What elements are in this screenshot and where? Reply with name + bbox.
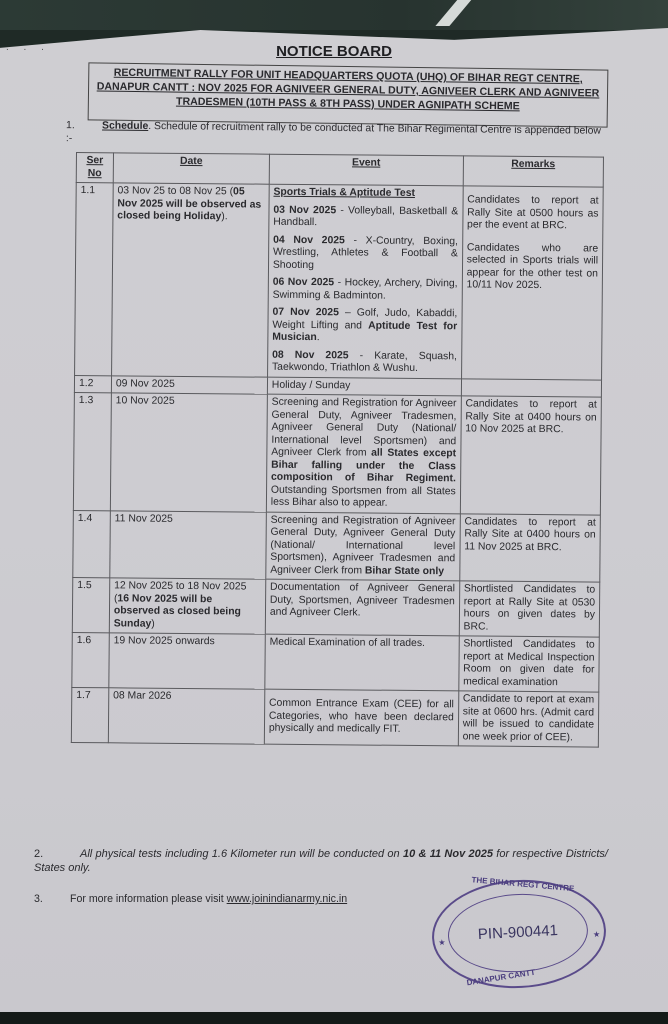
cell-ser: 1.1 xyxy=(75,183,114,376)
cell-remarks: Candidates to report at Rally Site at 0400 hours on 10 Nov 2025 at BRC. xyxy=(460,396,601,515)
event-date: 08 Nov 2025 xyxy=(272,349,349,361)
table-row xyxy=(72,632,599,692)
paragraph-number: 1. xyxy=(66,120,75,132)
cell-event xyxy=(266,394,461,513)
cell-date: 11 Nov 2025 xyxy=(110,510,267,579)
stamp-pin-code: PIN-900441 xyxy=(477,921,559,944)
event-bold-text: Aptitude Test for Musician xyxy=(272,320,458,344)
cell-event: Holiday / Sunday xyxy=(267,377,461,396)
cell-event xyxy=(267,184,463,378)
cell-ser: 1.5 xyxy=(72,577,109,632)
schedule-table xyxy=(71,152,604,748)
website-link[interactable]: www.joinindianarmy.nic.in xyxy=(226,893,348,905)
event-item xyxy=(272,307,457,346)
cell-event: Documentation of Agniveer General Duty, Sportsmen, Agniveer Tradesmen and Agniveer Clerk. xyxy=(265,579,459,636)
stamp-top-text: THE BIHAR REGT CENTRE xyxy=(471,875,575,894)
date-tail: ). xyxy=(221,211,228,223)
stamp-inner-ring xyxy=(446,890,590,975)
remark-text: Candidates to report at Rally Site at 0500 hours as per the event at BRC. xyxy=(467,194,599,232)
cell-ser: 1.2 xyxy=(74,375,111,393)
event-text: - Volleyball, Basketball & Handball. xyxy=(273,204,459,229)
table-row xyxy=(73,392,601,514)
paragraph-tail: for respective Districts/ States only. xyxy=(34,848,608,874)
event-tail: . xyxy=(316,332,320,344)
table-header-row xyxy=(76,153,603,188)
event-text: - Karate, Squash, Taekwondo, Triathlon & Wushu. xyxy=(271,349,457,374)
date-bold-text: 05 Nov 2025 will be observed as closed being Holiday xyxy=(117,186,262,223)
background-top xyxy=(0,0,668,30)
paragraph-number: 2. xyxy=(34,848,44,860)
event-bold-text: Bihar State only xyxy=(364,565,445,577)
cell-ser: 1.6 xyxy=(72,632,109,687)
schedule-label: Schedule xyxy=(102,120,149,133)
event-text: – Golf, Judo, Kabaddi, Weight Lifting and xyxy=(272,307,458,332)
star-icon: ★ xyxy=(438,937,446,948)
date-text: 03 Nov 25 to 08 Nov 25 ( xyxy=(117,185,234,198)
event-date: 06 Nov 2025 xyxy=(272,276,335,289)
paper-specks: . . . xyxy=(6,42,50,53)
background-bottom xyxy=(0,1012,668,1024)
header-date: Date xyxy=(113,153,269,184)
star-icon: ★ xyxy=(592,929,601,940)
cell-event: Medical Examination of all trades. xyxy=(265,634,459,691)
event-date: 03 Nov 2025 xyxy=(273,204,337,216)
cell-date xyxy=(111,183,269,377)
event-text: Screening and Registration for Agniveer General Duty, Agniveer Tradesmen, Agniveer General Duty (National/ International level Sportsmen) and Agniveer Clerk from xyxy=(271,396,457,459)
table-row xyxy=(75,183,604,380)
table-row xyxy=(71,687,598,747)
cell-remarks xyxy=(461,186,603,380)
cell-date: 10 Nov 2025 xyxy=(110,393,267,512)
cell-ser: 1.3 xyxy=(73,392,111,510)
cell-event xyxy=(266,512,460,581)
schedule-text: . Schedule of recruitment rally to be conducted at The Bihar Regimental Centre is appended below :- xyxy=(65,121,601,145)
event-item xyxy=(273,277,458,304)
paragraph-number: 3. xyxy=(34,893,43,905)
paragraph-text: All physical tests including 1.6 Kilometer run will be conducted on xyxy=(80,848,403,860)
cell-date xyxy=(109,578,265,634)
date-text: 12 Nov 2025 to 18 Nov 2025 ( xyxy=(113,580,247,604)
event-text: - X-Country, Boxing, Wrestling, Athletes & Football & Shooting xyxy=(272,234,458,271)
notice-heading: RECRUITMENT RALLY FOR UNIT HEADQUARTERS QUOTA (UHQ) OF BIHAR REGT CENTRE, DANAPUR CANTT : NOV 2025 FOR AGNIVEER GENERAL DUTY, AGNIVEER CLERK AND AGNIVEER TRADESMEN (10TH PASS & 8TH PASS) UNDER AGNIPATH SCHEME xyxy=(88,62,609,127)
cell-remarks: Candidates to report at Rally Site at 0400 hours on 11 Nov 2025 at BRC. xyxy=(459,513,600,582)
cell-date: 19 Nov 2025 onwards xyxy=(109,633,265,689)
paragraph-bold-dates: 10 & 11 Nov 2025 xyxy=(402,848,493,860)
event-item xyxy=(273,234,458,273)
event-text: - Hockey, Archery, Diving, Swimming & Badminton. xyxy=(272,277,458,302)
event-text: Screening and Registration of Agniveer General Duty, Agniveer General Duty (National/ International level Sportsmen), Agniveer Tradesmen and Agniveer Clerk from xyxy=(270,514,456,577)
event-item xyxy=(272,349,457,376)
date-tail: ) xyxy=(151,618,155,630)
header-event: Event xyxy=(269,154,463,186)
event-date: 07 Nov 2025 xyxy=(272,306,339,319)
stamp-bottom-text: DANAPUR CANTT xyxy=(465,967,536,988)
remark-text: Candidates who are selected in Sports trials will appear for the other test on 10/11 Nov 2025. xyxy=(466,241,599,292)
paragraph-physical-tests xyxy=(34,847,608,875)
light-glare xyxy=(435,0,474,26)
cell-date: 08 Mar 2026 xyxy=(108,688,264,744)
date-bold-text: 16 Nov 2025 will be observed as closed being Sunday xyxy=(113,592,241,630)
event-item xyxy=(273,204,458,231)
cell-remarks: Candidate to report at exam site at 0600 hrs. (Admit card will be issued to candidate one week prior of CEE). xyxy=(458,691,599,747)
header-ser-no: Ser No xyxy=(76,153,113,183)
event-date: 04 Nov 2025 xyxy=(273,234,345,246)
table-row xyxy=(73,510,601,582)
cell-ser: 1.4 xyxy=(73,510,110,578)
cell-remarks: Shortlisted Candidates to report at Rally Site at 0530 hours on given dates by BRC. xyxy=(459,581,600,637)
event-tail: Outstanding Sportsmen from all States less Bihar also to appear. xyxy=(270,484,456,509)
event-bold-text: all States except Bihar falling under the Class composition of Bihar Regiment. xyxy=(270,447,457,485)
cell-date: 09 Nov 2025 xyxy=(111,375,267,394)
cell-event: Common Entrance Exam (CEE) for all Categories, who have been declared physically and medically FIT. xyxy=(264,689,458,746)
notice-title: NOTICE BOARD xyxy=(276,43,392,60)
table-row xyxy=(72,577,599,637)
cell-ser: 1.7 xyxy=(71,687,108,742)
cell-remarks: Shortlisted Candidates to report at Medical Inspection Room on given date for medical examination xyxy=(459,636,600,692)
paragraph-text: For more information please visit xyxy=(70,893,227,905)
paragraph-more-info xyxy=(34,893,347,905)
header-remarks: Remarks xyxy=(463,156,604,187)
event-title: Sports Trials & Aptitude Test xyxy=(273,186,416,199)
cell-remarks xyxy=(461,378,601,397)
